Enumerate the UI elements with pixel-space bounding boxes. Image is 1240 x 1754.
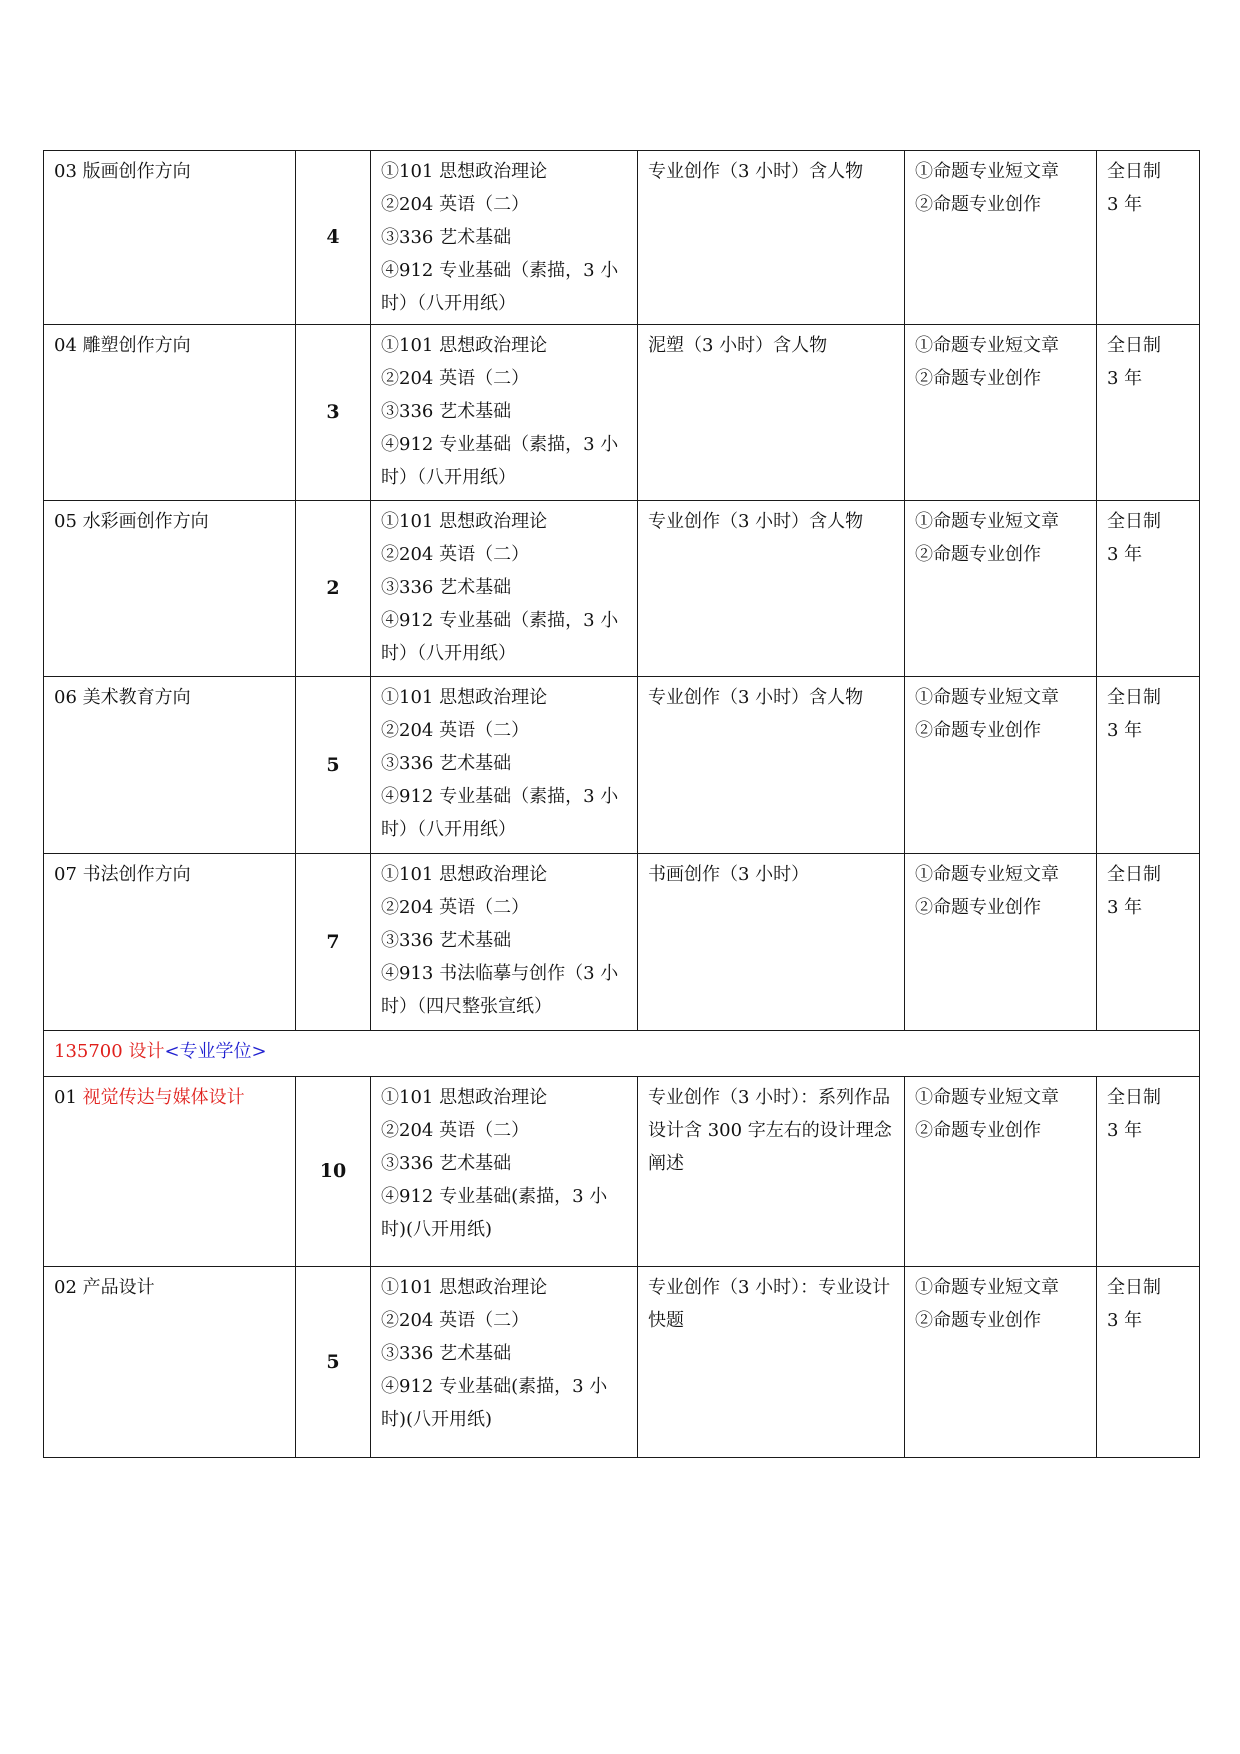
study-mode: 全日制 [1107, 511, 1161, 532]
equal-level-item: ①命题专业短文章 [915, 1087, 1059, 1108]
equal-level-cell [905, 854, 1097, 1031]
section-degree-type: <专业学位> [164, 1041, 267, 1062]
study-years: 3 年 [1107, 1310, 1143, 1331]
table-row [44, 501, 1200, 677]
exam-subjects-cell [371, 1077, 638, 1267]
table-row [44, 677, 1200, 854]
equal-level-cell [905, 501, 1097, 677]
study-years: 3 年 [1107, 897, 1143, 918]
exam-subjects-cell [371, 325, 638, 501]
exam-subject: ③336 艺术基础 [381, 1343, 512, 1364]
equal-level-item: ①命题专业短文章 [915, 1277, 1059, 1298]
section-name: 设计 [128, 1041, 165, 1062]
study-mode: 全日制 [1107, 687, 1161, 708]
equal-level-cell [905, 677, 1097, 854]
study-mode-cell [1097, 1077, 1200, 1267]
study-years: 3 年 [1107, 544, 1143, 565]
equal-level-item: ②命题专业创作 [915, 1310, 1041, 1331]
study-years: 3 年 [1107, 194, 1143, 215]
direction-cell: 07 书法创作方向 [44, 854, 296, 1031]
exam-subject: ④912 专业基础（素描，3 小时）（八开用纸） [381, 610, 619, 664]
section-header-cell [44, 1031, 1200, 1077]
exam-subjects-cell [371, 854, 638, 1031]
section-code: 135700 [54, 1041, 123, 1062]
table-row [44, 325, 1200, 501]
exam-subjects-cell [371, 501, 638, 677]
retest-cell: 书画创作（3 小时） [638, 854, 905, 1031]
equal-level-cell [905, 1077, 1097, 1267]
study-mode: 全日制 [1107, 161, 1161, 182]
study-mode-cell [1097, 151, 1200, 325]
equal-level-item: ①命题专业短文章 [915, 161, 1059, 182]
table-row [44, 1077, 1200, 1267]
exam-subject: ③336 艺术基础 [381, 753, 512, 774]
retest-cell: 泥塑（3 小时）含人物 [638, 325, 905, 501]
study-mode: 全日制 [1107, 864, 1161, 885]
equal-level-item: ①命题专业短文章 [915, 511, 1059, 532]
direction-cell [44, 1077, 296, 1267]
equal-level-item: ②命题专业创作 [915, 544, 1041, 565]
retest-cell: 专业创作（3 小时）含人物 [638, 677, 905, 854]
equal-level-item: ②命题专业创作 [915, 368, 1041, 389]
direction-code: 01 [54, 1087, 77, 1108]
direction-cell: 04 雕塑创作方向 [44, 325, 296, 501]
direction-cell: 06 美术教育方向 [44, 677, 296, 854]
exam-subject: ④912 专业基础（素描，3 小时）（八开用纸） [381, 434, 619, 488]
exam-subject: ④912 专业基础（素描，3 小时）（八开用纸） [381, 260, 619, 314]
equal-level-item: ①命题专业短文章 [915, 687, 1059, 708]
quota-cell: 7 [296, 854, 371, 1031]
study-mode-cell [1097, 325, 1200, 501]
exam-subjects-cell [371, 1267, 638, 1458]
study-mode-cell [1097, 677, 1200, 854]
exam-subject: ①101 思想政治理论 [381, 687, 548, 708]
quota-cell: 2 [296, 501, 371, 677]
equal-level-item: ①命题专业短文章 [915, 335, 1059, 356]
equal-level-item: ②命题专业创作 [915, 194, 1041, 215]
direction-name: 产品设计 [82, 1277, 155, 1298]
exam-subject: ④912 专业基础(素描，3 小时)(八开用纸) [381, 1186, 608, 1240]
equal-level-cell [905, 325, 1097, 501]
quota-cell: 4 [296, 151, 371, 325]
exam-subject: ②204 英语（二） [381, 194, 530, 215]
equal-level-cell [905, 151, 1097, 325]
exam-subject: ④913 书法临摹与创作（3 小时）（四尺整张宣纸） [381, 963, 619, 1017]
equal-level-cell [905, 1267, 1097, 1458]
exam-subject: ①101 思想政治理论 [381, 864, 548, 885]
direction-name: 视觉传达与媒体设计 [82, 1087, 245, 1108]
study-mode-cell [1097, 501, 1200, 677]
exam-subject: ③336 艺术基础 [381, 227, 512, 248]
exam-subject: ③336 艺术基础 [381, 930, 512, 951]
table-row [44, 151, 1200, 325]
study-mode-cell [1097, 1267, 1200, 1458]
exam-subjects-cell [371, 151, 638, 325]
exam-subject: ②204 英语（二） [381, 368, 530, 389]
retest-cell: 专业创作（3 小时）含人物 [638, 151, 905, 325]
equal-level-item: ②命题专业创作 [915, 720, 1041, 741]
direction-cell [44, 1267, 296, 1458]
exam-subject: ①101 思想政治理论 [381, 335, 548, 356]
equal-level-item: ②命题专业创作 [915, 1120, 1041, 1141]
table-row [44, 1267, 1200, 1458]
study-years: 3 年 [1107, 1120, 1143, 1141]
equal-level-item: ②命题专业创作 [915, 897, 1041, 918]
direction-code: 02 [54, 1277, 77, 1298]
study-years: 3 年 [1107, 368, 1143, 389]
quota-cell: 5 [296, 1267, 371, 1458]
exam-subject: ①101 思想政治理论 [381, 511, 548, 532]
study-years: 3 年 [1107, 720, 1143, 741]
retest-cell: 专业创作（3 小时）含人物 [638, 501, 905, 677]
table-body [44, 151, 1200, 1458]
study-mode: 全日制 [1107, 335, 1161, 356]
exam-subject: ①101 思想政治理论 [381, 161, 548, 182]
direction-cell: 03 版画创作方向 [44, 151, 296, 325]
study-mode: 全日制 [1107, 1277, 1161, 1298]
direction-cell: 05 水彩画创作方向 [44, 501, 296, 677]
exam-subject: ②204 英语（二） [381, 897, 530, 918]
exam-subject: ④912 专业基础(素描，3 小时)(八开用纸) [381, 1376, 608, 1430]
quota-cell: 10 [296, 1077, 371, 1267]
exam-subject: ②204 英语（二） [381, 1310, 530, 1331]
section-header-row [44, 1031, 1200, 1077]
equal-level-item: ①命题专业短文章 [915, 864, 1059, 885]
exam-subjects-cell [371, 677, 638, 854]
exam-subject: ②204 英语（二） [381, 544, 530, 565]
exam-subject: ③336 艺术基础 [381, 577, 512, 598]
retest-cell: 专业创作（3 小时）：专业设计快题 [638, 1267, 905, 1458]
exam-subject: ②204 英语（二） [381, 720, 530, 741]
study-mode: 全日制 [1107, 1087, 1161, 1108]
admission-table [43, 150, 1200, 1458]
study-mode-cell [1097, 854, 1200, 1031]
exam-subject: ③336 艺术基础 [381, 1153, 512, 1174]
retest-cell: 专业创作（3 小时）：系列作品设计含 300 字左右的设计理念阐述 [638, 1077, 905, 1267]
exam-subject: ④912 专业基础（素描，3 小时）（八开用纸） [381, 786, 619, 840]
quota-cell: 3 [296, 325, 371, 501]
exam-subject: ③336 艺术基础 [381, 401, 512, 422]
exam-subject: ①101 思想政治理论 [381, 1087, 548, 1108]
table-row [44, 854, 1200, 1031]
quota-cell: 5 [296, 677, 371, 854]
exam-subject: ①101 思想政治理论 [381, 1277, 548, 1298]
exam-subject: ②204 英语（二） [381, 1120, 530, 1141]
